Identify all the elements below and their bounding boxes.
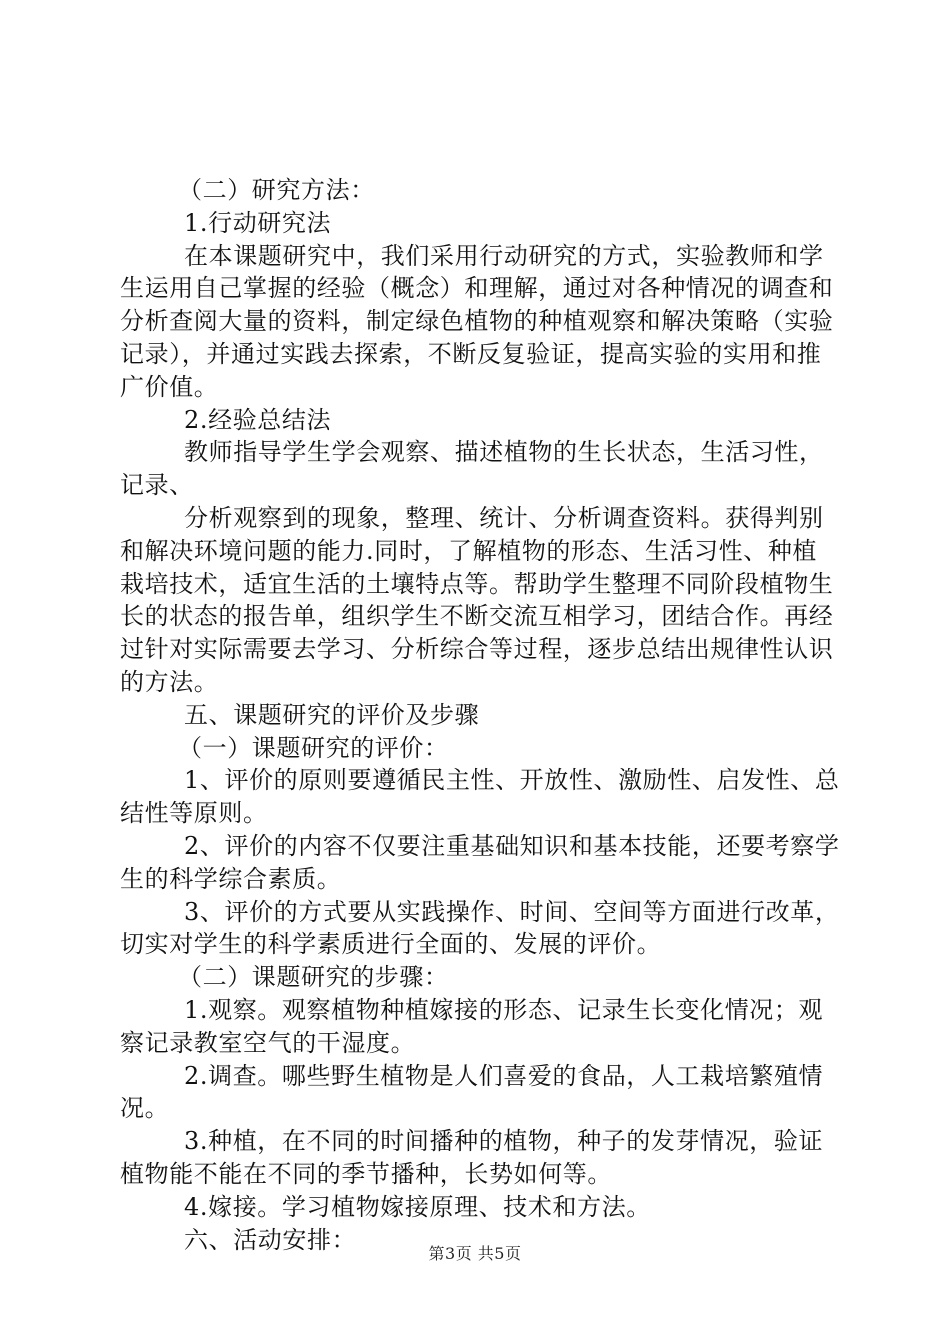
- paragraph-step-observe: 1.观察。观察植物种植嫁接的形态、记录生长变化情况；观察记录教室空气的干湿度。: [120, 995, 824, 1057]
- paragraph-evaluation-principle: 1、评价的原则要遵循民主性、开放性、激励性、启发性、总结性等原则。: [120, 766, 840, 828]
- section-heading-activities: 六、活动安排：: [184, 1225, 357, 1254]
- paragraph-step-survey: 2.调查。哪些野生植物是人们喜爱的食品，人工栽培繁殖情况。: [120, 1061, 824, 1123]
- subheading-action-research: 1.行动研究法: [184, 208, 332, 237]
- paragraph-analysis: 分析观察到的现象，整理、统计、分析调查资料。获得判别和解决环境问题的能力.同时，了解植物的形态、生活习性、种植栽培技术，适宜生活的土壤特点等。帮助学生整理不同阶段植物生长的状态的报告单，组织学生不断交流互相学习，团结合作。再经过针对实际需要去学习、分析综合等过程，逐步总结出规律性认识的方法。: [120, 503, 834, 696]
- paragraph-action-research: 在本课题研究中，我们采用行动研究的方式，实验教师和学生运用自己掌握的经验（概念）和理解，通过对各种情况的调查和分析查阅大量的资料，制定绿色植物的种植观察和解决策略（实验记录），并通过实践去探索，不断反复验证，提高实验的实用和推广价值。: [120, 241, 834, 401]
- document-body: [120, 174, 840, 1256]
- page-number-footer: 第3页 共5页: [428, 1244, 522, 1263]
- section-heading-evaluation-steps: 五、课题研究的评价及步骤: [184, 700, 480, 729]
- paragraph-evaluation-content: 2、评价的内容不仅要注重基础知识和基本技能，还要考察学生的科学综合素质。: [120, 831, 840, 893]
- subheading-evaluation: （一）课题研究的评价：: [178, 733, 449, 762]
- paragraph-step-plant: 3.种植，在不同的时间播种的植物，种子的发芽情况，验证植物能不能在不同的季节播种，长势如何等。: [120, 1127, 824, 1188]
- paragraph-teacher-guidance: 教师指导学生学会观察、描述植物的生长状态，生活习性，记录、: [120, 438, 824, 500]
- subheading-experience-summary: 2.经验总结法: [184, 405, 332, 434]
- subheading-steps: （二）课题研究的步骤：: [178, 963, 449, 992]
- section-heading-research-methods: （二）研究方法：: [178, 176, 375, 204]
- paragraph-step-graft: 4.嫁接。学习植物嫁接原理、技术和方法。: [184, 1192, 651, 1221]
- paragraph-evaluation-method: 3、评价的方式要从实践操作、时间、空间等方面进行改革，切实对学生的科学素质进行全面的、发展的评价。: [120, 897, 840, 959]
